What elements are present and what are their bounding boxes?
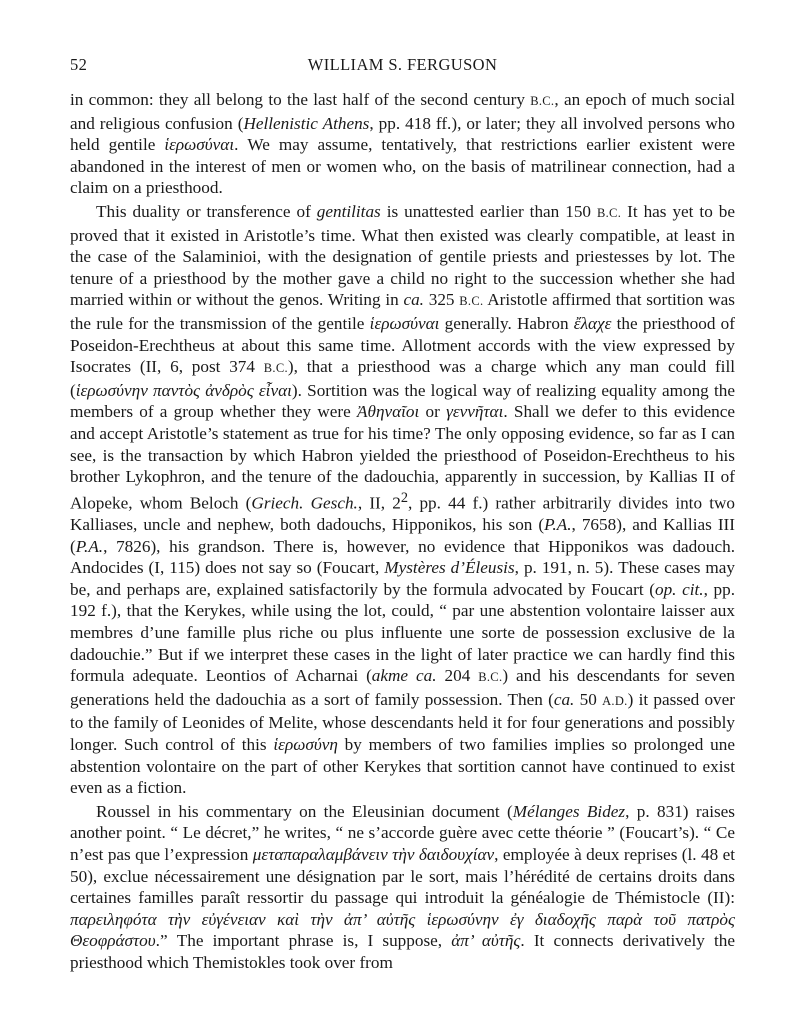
greek-term: ἱερωσύναι (164, 135, 235, 155)
book-title: Mélanges Bidez (512, 801, 626, 821)
text-run: , an epoch of much social and religious confusion ( (70, 90, 735, 133)
text-run: generally. Habron (439, 313, 574, 333)
era-abbrev: B.C. (478, 670, 503, 685)
text-run: Aristotle affirmed that sortition was the rule for the transmission of the gentile (70, 290, 735, 333)
abbrev-italic: ca. (403, 290, 424, 310)
text-run: 204 (436, 666, 479, 686)
text-run: Roussel in his commentary on the Eleusinian document ( (96, 801, 513, 821)
text-run: 50 (574, 689, 603, 709)
era-abbrev: B.C. (530, 94, 555, 108)
text-run: , 7826), his grandson. There is, however, no evidence that Hipponikos was dadouch. Andocides (I, 115) does not say so (Foucart, (70, 536, 735, 578)
text-run: in common: they all belong to the last half of the second century (70, 90, 531, 109)
text-run: It has yet to be proved that it existed in Aristotle’s time. What then existed was clearly compatible, at least in the case of the Salaminioi, with the designation of gentile priests and priestesses by lot. The tenure of a priesthood by the mother gave a child no right to the succession whether she had married within or without the genos. Writing in (70, 201, 735, 310)
text-run: the priesthood of Poseidon-Erechtheus at about this same time. Allotment accords with the view expressed by Isocrates (II, 6, post 374 (70, 313, 735, 377)
citation-abbrev: P.A. (75, 536, 104, 556)
text-run: ) it passed over to the family of Leonides of Melite, whose descendants held it for four generations and possibly longer. Such control of this (70, 689, 736, 754)
abbrev-italic: akme ca. (371, 666, 437, 686)
text-run: ). Sortition was the logical way of realizing equality among the members of a group whether they were (70, 380, 735, 422)
text-run: . Shall we defer to this evidence and accept Aristotle’s statement as true for his time? The only opposing evidence, so far as I can see, is the transaction by which Habron yielded the priesthood of Poseidon-Erechtheus to his brother Lykophron, and the tenure of the dadouchia, apparently in succession, by Kallias II of Alopeke, whom Beloch ( (70, 402, 735, 513)
greek-quote: παρειληφότα τὴν εὐγένειαν καὶ τὴν ἀπ’ αὐτῆς ἱερωσύνην ἐγ διαδοχῆς παρὰ τοῦ πατρὸς Θεοφράστου (70, 909, 735, 951)
greek-term: ἱερωσύνη (273, 734, 338, 754)
paragraph-2 (70, 201, 735, 799)
text-run: , employée à deux reprises (l. 48 et 50), exclue nécessairement une désignation par le sort, mais l’hérédité de certains droits dans certaines familles paraît ressortir du passage qui introduit la généalogie de Thémistocle (II): (70, 844, 735, 908)
text-run: , p. 191, n. 5). These cases may be, and perhaps are, explained satisfactorily by the formula advocated by Foucart ( (70, 558, 735, 599)
greek-term: ἔλαχε (573, 313, 612, 333)
greek-term: ἀπ’ αὐτῆς (451, 931, 521, 951)
text-run: , pp. 418 ff.), or later; they all involved persons who held gentile (70, 113, 735, 155)
page-header (70, 55, 735, 79)
text-run: , pp. 192 f.), that the Kerykes, while using the lot, could, “ par une abstention volontaire laisser aux membres d’une famille plus riche ou plus influente une sorte de possession exclusive de la dadouchie.” But if we interpret these cases in the light of later practice we can hardly find this formula adequate. Leontios of Acharnai ( (70, 579, 735, 686)
greek-term: ἱερωσύναι (369, 313, 440, 333)
latin-term: gentilitas (316, 201, 381, 221)
greek-term: γεννῆται (446, 402, 504, 422)
era-abbrev: B.C. (597, 205, 622, 220)
text-run: ), that a priesthood was a charge which any man could fill ( (70, 357, 735, 400)
book-title: Hellenistic Athens (243, 113, 370, 133)
text-run: .” The important phrase is, I suppose, (155, 931, 452, 951)
text-run: This duality or transference of (96, 201, 317, 221)
text-run: . It connects derivatively the priesthood which Themistokles took over from (70, 931, 735, 972)
era-abbrev: A.D. (602, 693, 628, 708)
era-abbrev: B.C. (459, 294, 484, 309)
citation-abbrev: P.A. (544, 515, 572, 535)
book-title: Griech. Gesch. (251, 493, 358, 513)
greek-quote: ἱερωσύνην παντὸς ἀνδρὸς εἶναι (75, 380, 292, 400)
text-run: is unattested earlier than 150 (380, 201, 597, 221)
text-run: by members of two families implies so prolonged une abstention volontaire on the part of other Kerykes that sortition cannot have continued to exist even as a fiction. (70, 734, 735, 798)
era-abbrev: B.C. (263, 361, 288, 376)
page-number: 52 (70, 55, 88, 74)
text-run: , II, 2 (357, 493, 401, 513)
greek-quote: μεταπαραλαμβάνειν τὴν δαιδουχίαν (252, 844, 495, 864)
paragraph-3 (70, 801, 735, 974)
running-head: WILLIAM S. FERGUSON (307, 55, 498, 74)
text-run: . We may assume, tentatively, that restrictions earlier existent were abandoned in the interest of men or women who, on the basis of matrilinear connection, had a claim on a priesthood. (70, 135, 735, 198)
body-text (70, 89, 735, 973)
greek-term: Ἀθηναῖοι (357, 402, 420, 422)
text-run: ) and his descendants for seven generations held the dadouchia as a sort of family possession. Then ( (70, 666, 735, 709)
text-run: , p. 831) raises another point. “ Le décret,” he writes, “ ne s’accorde guère avec cette théorie ” (Foucart’s). “ Ce n’est pas que l’expression (70, 801, 735, 864)
book-title: Mystères d’Éleusis (384, 558, 515, 578)
text-run: 325 (423, 290, 460, 310)
text-run: , 7658), and Kallias III ( (70, 515, 735, 556)
text-run: , pp. 44 f.) rather arbitrarily divides into two Kalliases, uncle and nephew, both dadouchs, Hipponikos, his son ( (70, 493, 736, 535)
text-run: or (419, 402, 447, 422)
abbrev-italic: ca. (553, 689, 575, 709)
citation-abbrev: op. cit. (654, 579, 704, 599)
paragraph-1 (70, 89, 735, 199)
edition-superscript: 2 (400, 489, 408, 506)
